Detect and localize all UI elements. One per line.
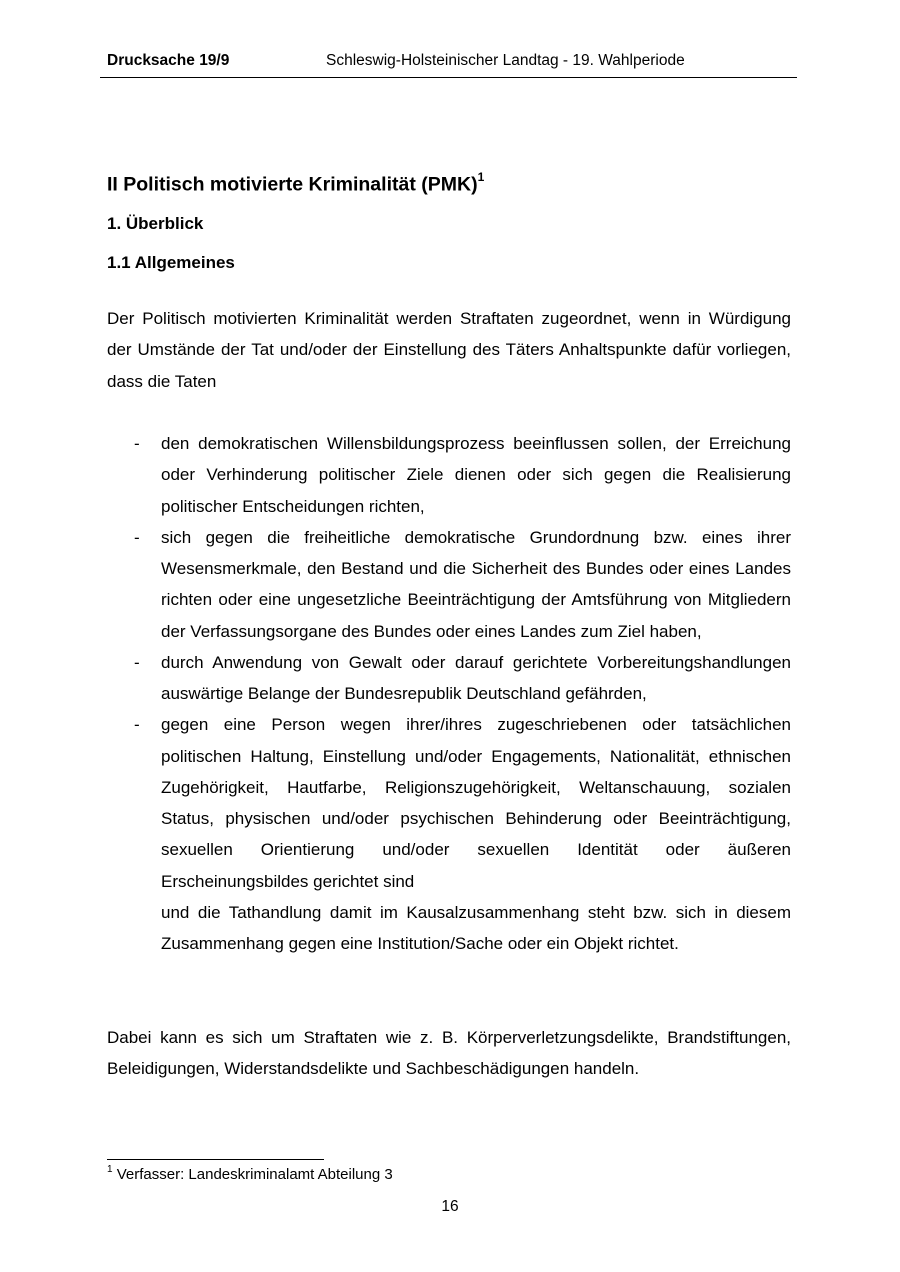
list-item — [107, 428, 791, 522]
intro-paragraph: Der Politisch motivierten Kriminalität werden Straftaten zugeordnet, wenn in Würdigung der Umstände der Tat und/oder der Einstellung des Täters Anhaltspunkte dafür vorliegen, dass die Taten — [107, 309, 791, 391]
chapter-heading — [107, 172, 484, 197]
parliament-title: Schleswig-Holsteinischer Landtag - 19. Wahlperiode — [326, 52, 685, 69]
list-bullet: - — [134, 652, 140, 672]
list-continuation: und die Tathandlung damit im Kausalzusammenhang steht bzw. sich in diesem Zusammenhang gegen eine Institution/Sache oder ein Objekt richtet. — [161, 902, 791, 953]
list-item-text: durch Anwendung von Gewalt oder darauf gerichtete Vorbereitungshandlungen auswärtige Belange der Bundesrepublik Deutschland gefährden, — [161, 652, 791, 703]
list-bullet: - — [134, 715, 140, 735]
page-header — [100, 52, 797, 78]
list-bullet: - — [134, 527, 140, 547]
list-item — [107, 709, 791, 897]
footnote-reference[interactable]: 1 — [477, 170, 485, 184]
list-item-text: sich gegen die freiheitliche demokratische Grundordnung bzw. eines ihrer Wesensmerkmale, den Bestand und die Sicherheit des Bundes oder eines Landes richten oder eine ungesetzliche Beeinträchtigung der Amtsführung von Mitgliedern der Verfassungsorgane des Bundes oder eines Landes zum Ziel haben, — [161, 527, 791, 641]
list-item — [107, 522, 791, 647]
list-item-text: gegen eine Person wegen ihrer/ihres zugeschriebenen oder tatsächlichen politischen Haltung, Einstellung und/oder Engagements, Nationalität, ethnischen Zugehörigkeit, Hautfarbe, Religionszugehörigkeit, Weltanschauung, sozialen Status, physischen und/oder psychischen Behinderung oder Beeinträchtigung, sexuellen Orientierung und/oder sexuellen Identität oder äußeren Erscheinungsbildes gerichtet sind — [161, 715, 791, 891]
list-bullet: - — [134, 434, 140, 453]
footnote — [107, 1165, 393, 1183]
list-item-text: den demokratischen Willensbildungsprozess beeinflussen sollen, der Erreichung oder Verhinderung politischer Ziele dienen oder sich gegen die Realisierung politischer Entscheidungen richten, — [161, 434, 791, 516]
list-item — [107, 647, 791, 710]
subsection-heading-general: 1.1 Allgemeines — [107, 253, 235, 272]
footnote-mark: 1 — [107, 1164, 113, 1175]
document-number: Drucksache 19/9 — [107, 52, 230, 69]
page-number: 16 — [441, 1198, 459, 1215]
chapter-heading-text: II Politisch motivierte Kriminalität (PMK) — [107, 173, 478, 196]
criteria-list — [107, 428, 791, 959]
section-heading-overview: 1. Überblick — [107, 214, 204, 233]
footnote-divider — [107, 1159, 324, 1160]
footnote-text: Verfasser: Landeskriminalamt Abteilung 3 — [116, 1166, 393, 1183]
closing-paragraph: Dabei kann es sich um Straftaten wie z. B. Körperverletzungsdelikte, Brandstiftungen, Beleidigungen, Widerstandsdelikte und Sachbeschädigungen handeln. — [107, 1028, 791, 1079]
